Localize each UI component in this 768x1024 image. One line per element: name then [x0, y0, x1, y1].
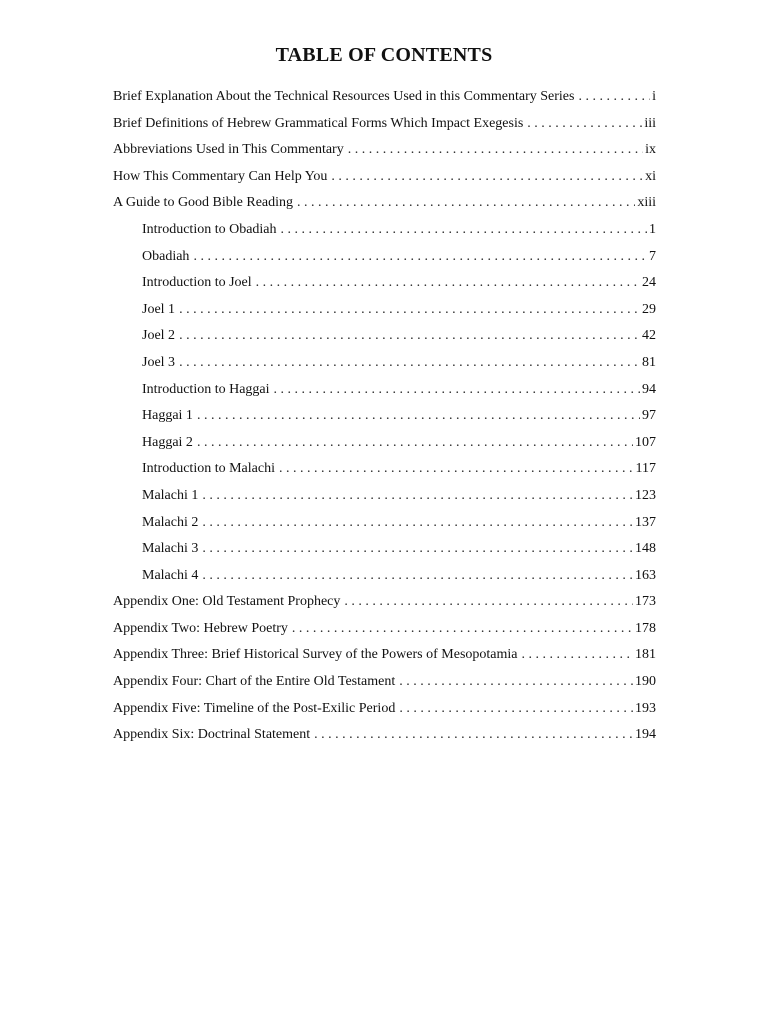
dot-leader	[344, 589, 633, 616]
dot-leader	[197, 403, 640, 430]
toc-entry[interactable]	[113, 536, 656, 563]
toc-entry-page-number: 123	[635, 487, 656, 503]
toc-entry-page-number: iii	[644, 115, 656, 131]
toc-entry-page-number: 181	[635, 647, 656, 663]
toc-entry[interactable]	[113, 696, 656, 723]
toc-entry[interactable]	[113, 669, 656, 696]
toc-entry-label: Joel 1	[142, 301, 176, 317]
toc-entry-label: Appendix Five: Timeline of the Post-Exilic Period	[113, 700, 396, 716]
toc-entry-label: Introduction to Malachi	[142, 461, 275, 477]
toc-entry[interactable]	[113, 563, 656, 590]
dot-leader	[297, 190, 635, 217]
toc-entry-page-number: 148	[635, 541, 656, 557]
dot-leader	[256, 270, 640, 297]
dot-leader	[193, 244, 647, 271]
toc-entry-label: Abbreviations Used in This Commentary	[113, 142, 344, 158]
toc-entry[interactable]	[113, 84, 656, 111]
dot-leader	[331, 164, 643, 191]
toc-entry-page-number: 107	[635, 434, 656, 450]
dot-leader	[202, 536, 633, 563]
toc-entry[interactable]	[113, 616, 656, 643]
toc-entry[interactable]	[113, 510, 656, 537]
toc-entry-page-number: ix	[645, 142, 656, 158]
toc-entry-label: Appendix Six: Doctrinal Statement	[113, 727, 311, 743]
toc-entry-page-number: 190	[635, 674, 656, 690]
dot-leader	[399, 696, 633, 723]
toc-entry-page-number: 42	[642, 328, 656, 344]
toc-entry[interactable]	[113, 297, 656, 324]
dot-leader	[179, 323, 640, 350]
toc-entry[interactable]	[113, 323, 656, 350]
dot-leader	[197, 430, 633, 457]
toc-entry-label: Brief Explanation About the Technical Resources Used in this Commentary Series	[113, 89, 575, 104]
toc-entry-label: How This Commentary Can Help You	[113, 168, 328, 184]
toc-entry-page-number: 1	[649, 221, 656, 237]
dot-leader	[279, 456, 634, 483]
toc-entry-label: Joel 3	[142, 354, 176, 370]
dot-leader	[281, 217, 647, 244]
toc-entry-label: Malachi 1	[142, 487, 199, 503]
dot-leader	[202, 563, 633, 590]
toc-entry-page-number: 29	[642, 301, 656, 317]
toc-entry-page-number: 94	[642, 381, 656, 397]
toc-entry[interactable]	[113, 403, 656, 430]
toc-entry[interactable]	[113, 244, 656, 271]
toc-entry-label: Haggai 2	[142, 434, 193, 450]
toc-entry-page-number: 193	[635, 700, 656, 716]
toc-entry-label: Introduction to Haggai	[142, 381, 270, 397]
toc-entry-page-number: 7	[649, 248, 656, 264]
toc-entry-label: Brief Definitions of Hebrew Grammatical Forms Which Impact Exegesis	[113, 115, 524, 131]
toc-entry-page-number: 117	[635, 461, 656, 477]
toc-entry[interactable]	[113, 456, 656, 483]
dot-leader	[521, 642, 633, 669]
toc-entry-page-number: 24	[642, 275, 656, 291]
toc-entry-label: Appendix Two: Hebrew Poetry	[113, 620, 288, 636]
toc-entry[interactable]	[113, 722, 656, 749]
toc-entry[interactable]	[113, 589, 656, 616]
page-title: TABLE OF CONTENTS	[275, 44, 493, 66]
toc-entry-label: Malachi 2	[142, 514, 199, 530]
dot-leader	[578, 84, 650, 111]
toc-entry-label: Malachi 3	[142, 541, 199, 557]
toc-entry-label: Introduction to Obadiah	[142, 221, 277, 237]
toc-entry[interactable]	[113, 270, 656, 297]
dot-leader	[314, 722, 633, 749]
toc-entry-page-number: 81	[642, 354, 656, 370]
toc-entry-label: Appendix One: Old Testament Prophecy	[113, 594, 341, 610]
dot-leader	[179, 350, 640, 377]
dot-leader	[348, 137, 643, 164]
toc-entry-page-number: xi	[645, 168, 656, 184]
toc-entry[interactable]	[113, 377, 656, 404]
toc-entry[interactable]	[113, 111, 656, 138]
toc-entry[interactable]	[113, 190, 656, 217]
toc-entry-page-number: 194	[635, 727, 656, 743]
toc-entry-label: Appendix Three: Brief Historical Survey of the Powers of Mesopotamia	[113, 647, 518, 663]
toc-entry-page-number: 137	[635, 514, 656, 530]
toc-entry-page-number: 97	[642, 408, 656, 424]
dot-leader	[527, 111, 642, 138]
toc-entry[interactable]	[113, 642, 656, 669]
toc-entry-page-number: 163	[635, 567, 656, 583]
toc-entry-label: Obadiah	[142, 248, 190, 264]
dot-leader	[202, 510, 633, 537]
toc-entry-page-number: i	[652, 89, 656, 104]
dot-leader	[274, 377, 640, 404]
toc-entry-page-number: 178	[635, 620, 656, 636]
toc-entry[interactable]	[113, 483, 656, 510]
dot-leader	[399, 669, 633, 696]
toc-entry-label: Appendix Four: Chart of the Entire Old Testament	[113, 674, 396, 690]
dot-leader	[202, 483, 633, 510]
toc-entry[interactable]	[113, 137, 656, 164]
toc-entry-label: Haggai 1	[142, 408, 193, 424]
toc-entry[interactable]	[113, 164, 656, 191]
toc-entry-label: Malachi 4	[142, 567, 199, 583]
toc-entry[interactable]	[113, 350, 656, 377]
toc-entry-label: Joel 2	[142, 328, 176, 344]
toc-entry-label: Introduction to Joel	[142, 275, 252, 291]
dot-leader	[179, 297, 640, 324]
table-of-contents	[113, 84, 656, 749]
toc-entry[interactable]	[113, 430, 656, 457]
toc-entry-label: A Guide to Good Bible Reading	[113, 195, 294, 211]
toc-entry-page-number: 173	[635, 594, 656, 610]
dot-leader	[292, 616, 633, 643]
toc-entry-page-number: xiii	[637, 195, 656, 211]
toc-entry[interactable]	[113, 217, 656, 244]
